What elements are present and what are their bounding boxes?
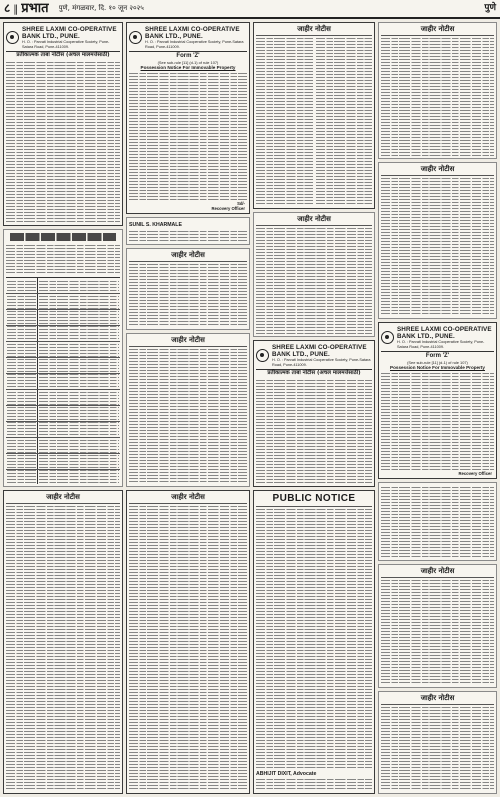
bank-name: SHREE LAXMI CO-OPERATIVE BANK LTD., PUNE.	[145, 26, 240, 40]
bank-address	[272, 358, 372, 367]
notice-body-text	[6, 62, 120, 223]
advocate-signature: ABHIJIT DIXIT, Advocate	[256, 770, 317, 777]
bank-header	[6, 25, 120, 52]
notice-continuation-col4	[378, 482, 497, 561]
notice-body-text	[381, 707, 494, 791]
notice-body-text	[381, 38, 494, 156]
bank-header	[256, 343, 372, 370]
notice-body-text	[129, 506, 247, 791]
notice-body-text	[129, 264, 247, 327]
table-cell-text	[39, 281, 119, 483]
notice-title: PUBLIC NOTICE	[256, 493, 372, 507]
bank-address-line-2: Pune-Satara Road, Pune-411009.	[22, 40, 110, 49]
shree-laxmi-form-z-notice	[126, 22, 250, 214]
bank-address	[145, 40, 247, 49]
shree-laxmi-possession-notice-marathi	[3, 22, 123, 226]
tabular-public-notice	[3, 229, 123, 487]
notice-two-column-body	[256, 38, 372, 206]
public-notice-marathi-col4-d	[378, 691, 497, 794]
public-notice-marathi-col3-a	[253, 22, 375, 209]
public-notice-marathi-col1	[3, 490, 123, 794]
notice-body-text	[381, 580, 494, 685]
edition-label: पुणे	[484, 3, 496, 13]
bank-address-line-1: H. O. : Parvati Industrial Cooperative Society,	[145, 40, 222, 44]
page-number: ८ ‖	[4, 1, 18, 17]
public-notice-marathi-col2-b	[126, 333, 250, 487]
bank-address	[22, 40, 120, 49]
shree-laxmi-form-z-notice-2	[378, 322, 497, 479]
notice-body-text	[6, 506, 120, 791]
advocate-name: SUNIL S. KHARMALE	[129, 222, 182, 228]
notice-body-text	[316, 38, 373, 206]
public-notice-marathi-col4-b	[378, 162, 497, 319]
notice-title: जाहीर नोटीस	[381, 567, 494, 578]
notice-title: प्रतीकात्मक ताबा नोटीस (अचल मालमत्तेसाठी)	[16, 52, 110, 58]
notice-title: जाहीर नोटीस	[256, 25, 372, 36]
table-column-left	[6, 278, 38, 484]
notice-body-text	[256, 509, 372, 769]
newspaper-masthead: प्रभात	[21, 1, 49, 16]
public-notice-marathi-col4-c	[378, 564, 497, 688]
bank-logo-icon	[6, 31, 19, 44]
bank-header	[381, 325, 494, 352]
bank-name: SHREE LAXMI CO-OPERATIVE BANK LTD., PUNE.	[397, 326, 492, 340]
public-notice-english	[253, 490, 375, 794]
notice-body-text	[256, 38, 313, 206]
notice-title: जाहीर नोटीस	[381, 165, 494, 176]
notice-title: जाहीर नोटीस	[256, 215, 372, 226]
public-notice-marathi-col4-a	[378, 22, 497, 159]
bank-name: SHREE LAXMI CO-OPERATIVE BANK LTD., PUNE.	[22, 26, 117, 40]
notice-title: जाहीर नोटीस	[381, 694, 494, 705]
advocate-address-text	[129, 231, 247, 243]
notice-title: जाहीर नोटीस	[381, 25, 494, 36]
dateline: पुणे, मंगळवार, दि. १० जून २०२५	[58, 4, 144, 12]
bank-address-line-2: Pune-Satara Road, Pune-411009.	[145, 40, 244, 49]
form-rule-reference: (See sub-rule [11] (d-1) of rule 107)	[157, 60, 219, 65]
notice-body-text	[381, 178, 494, 316]
notice-title: जाहीर नोटीस	[129, 251, 247, 262]
bank-address-line-2: Pune-Satara Road, Pune-411009.	[272, 358, 371, 367]
bank-logo-icon	[129, 31, 142, 44]
bank-name: SHREE LAXMI CO-OPERATIVE BANK LTD., PUNE.	[272, 344, 367, 358]
bank-logo-icon	[381, 331, 394, 344]
bank-address-line-1: H. O. : Parvati Industrial Cooperative Society,	[272, 358, 349, 362]
public-notice-marathi-col2-a	[126, 248, 250, 330]
public-notice-marathi-col3-b	[253, 212, 375, 337]
notice-body-text	[256, 228, 372, 334]
form-label: Form 'Z'	[425, 353, 450, 359]
form-heading: Possession Notice For Immovable Property	[140, 65, 236, 70]
notice-title: प्रतीकात्मक ताबा नोटीस (अचल मालमत्तेसाठी)	[267, 370, 361, 376]
bank-address	[397, 340, 494, 349]
public-notice-marathi-col2-c	[126, 490, 250, 794]
notice-title: जाहीर नोटीस	[129, 493, 247, 504]
notice-body-text	[129, 349, 247, 484]
notice-title: जाहीर नोटीस	[6, 493, 120, 504]
notice-intro-text	[6, 245, 120, 275]
notice-body-text	[381, 487, 494, 558]
bank-logo-icon	[256, 349, 269, 362]
shree-laxmi-possession-notice-marathi-2	[253, 340, 375, 487]
bank-address-line-1: H. O. : Parvati Industrial Cooperative Society,	[397, 340, 474, 344]
notice-body-text	[256, 380, 372, 484]
notice-title: जाहीर नोटीस	[129, 336, 247, 347]
form-heading: Possession Notice For Immovable Property	[390, 365, 485, 370]
advocate-address-text	[256, 779, 372, 791]
form-rule-reference: (See sub-rule [11] (d-1) of rule 107)	[407, 360, 468, 365]
bank-address-line-2: Pune-Satara Road, Pune-411009.	[397, 340, 485, 349]
notice-body-text	[381, 373, 494, 471]
signatory-title: Recovery Officer	[211, 206, 245, 211]
table-column-right	[38, 278, 120, 484]
advocate-notice-kharmale	[126, 217, 250, 245]
table-cell-text	[7, 281, 36, 483]
notice-body-text	[129, 73, 247, 201]
notice-table	[6, 277, 120, 484]
notice-heading	[10, 233, 116, 241]
signatory-title: Recovery Officer	[458, 471, 492, 476]
bank-address-line-1: H. O. : Parvati Industrial Cooperative Society,	[22, 40, 99, 44]
bank-header	[129, 25, 247, 52]
form-label: Form 'Z'	[176, 53, 200, 59]
page-header	[0, 0, 500, 19]
signature-mark: Sd/-	[237, 201, 245, 206]
